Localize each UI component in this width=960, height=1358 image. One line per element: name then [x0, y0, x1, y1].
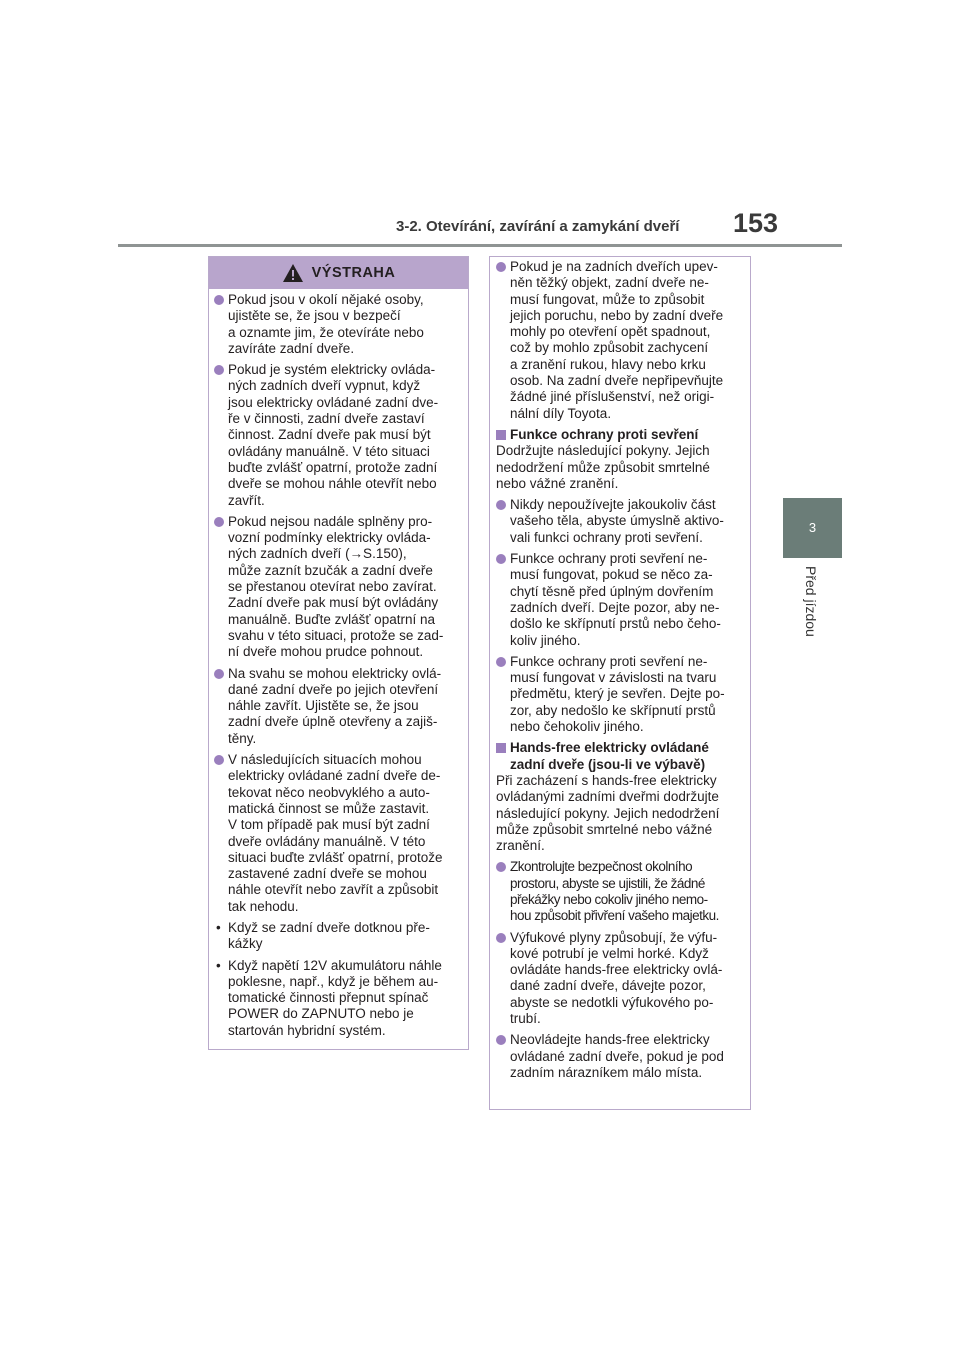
list-item	[214, 362, 464, 509]
list-item-text: Funkce ochrany proti sevření ne- musí fungovat, pokud se něco za- chytí těsně před úplným dovřením zadních dveří. Dejte pozor, aby ne- došlo ke skřípnutí prstů nebo čeho- koliv jiného.	[510, 551, 721, 648]
header-rule	[118, 244, 842, 247]
list-item-text: Pokud jsou v okolí nějaké osoby, ujistěte se, že jsou v bezpečí a oznamte jim, že otevíráte nebo zavíráte zadní dveře.	[228, 292, 424, 356]
list-item-text: Neovládejte hands-free elektricky ovládané zadní dveře, pokud je pod zadním nárazníkem málo místa.	[510, 1032, 724, 1080]
section-pinch-protection	[496, 427, 746, 492]
bullet-icon	[496, 657, 506, 667]
list-item	[496, 551, 746, 649]
warning-box	[208, 256, 469, 1050]
chapter-tab: 3	[783, 498, 842, 558]
header-section-title: 3-2. Otevírání, zavírání a zamykání dveří	[396, 218, 680, 235]
bullet-icon	[496, 862, 506, 872]
list-item	[214, 514, 464, 661]
list-item-text: V následujících situacích mohou elektricky ovládané zadní dveře de- tekovat něco neobvyklého a auto- matická činnost se může zastavit. V tom případě pak musí být zadní dveře ovládány manuálně. V této situaci buďte zvlášť opatrní, protože zastavené zadní dveře se mohou náhle otevřít nebo zavřít a způsobit tak nehodu.	[228, 752, 443, 914]
chapter-title: Před jízdou	[803, 566, 819, 637]
square-bullet-icon	[496, 743, 506, 753]
warning-box-continued	[489, 256, 751, 1110]
list-item-text: Nikdy nepoužívejte jakoukoliv část vašeho těla, abyste úmyslně aktivo- vali funkci ochrany proti sevření.	[510, 497, 724, 545]
sub-list-item-text: Když napětí 12V akumulátoru náhle poklesne, např., když je během au- tomatické činnosti přepnut spínač POWER do ZAPNUTO nebo je startován hybridní systém.	[228, 957, 442, 1038]
bullet-icon	[214, 365, 224, 375]
list-item-text: Výfukové plyny způsobují, že výfu- kové potrubí je velmi horké. Když ovládáte hands-free elektricky ovlá- dané zadní dveře, dávejte pozor, abyste se nedotkli výfukového po- trubí.	[510, 929, 723, 1027]
warning-triangle-icon	[282, 263, 304, 283]
bullet-icon	[496, 1035, 506, 1045]
section-text: Při zacházení s hands-free elektricky ovládanými zadními dveřmi dodržujte následující pokyny. Jejich nedodržení může způsobit smrtelné nebo vážné zranění.	[496, 772, 720, 854]
bullet-icon	[214, 517, 224, 527]
list-item	[214, 666, 464, 747]
bullet-icon	[496, 554, 506, 564]
list-item-text: Pokud je na zadních dveřích upev- něn těžký objekt, zadní dveře ne- musí fungovat, může to způsobit jejich poruchu, nebo by zadní dveře mohly po otevření opět spadnout, což by mohlo způsobit zachycení a zranění rukou, hlavy nebo krku osob. Na zadní dveře nepřipevňujte žádné jiné příslušenství, než origi- nální díly Toyota.	[510, 259, 724, 421]
section-heading	[496, 427, 746, 443]
bullet-icon	[496, 933, 506, 943]
warning-header	[209, 257, 468, 289]
section-text: Dodržujte následující pokyny. Jejich nedodržení může způsobit smrtelné nebo vážné zranění.	[496, 443, 710, 491]
list-item	[496, 654, 746, 735]
list-item-text: Zkontrolujte bezpečnost okolního prostoru, abyste se ujistili, že žádné překážky nebo cokoliv jiného nemo- hou způsobit přivření vašeho majetku.	[510, 859, 719, 924]
sub-list-item	[214, 958, 464, 1039]
list-item-text: Pokud nejsou nadále splněny pro- vozní podmínky elektricky ovláda- ných zadních dveří (→S.150), může zaznít bzučák a zadní dveře se přestanou otevírat nebo zavírat. Zadní dveře pak musí být ovládány manuálně. Buďte zvlášť opatrní na svahu v této situaci, protože se zad- ní dveře mohou prudce pohnout.	[228, 513, 444, 660]
warning-title: VÝSTRAHA	[311, 264, 396, 281]
list-item	[496, 1032, 746, 1081]
sub-list-item-text: Když se zadní dveře dotknou pře- kážky	[228, 919, 430, 952]
page-number: 153	[733, 208, 779, 238]
sub-bullet: •	[216, 957, 221, 973]
bullet-icon	[214, 755, 224, 765]
bullet-icon	[214, 295, 224, 305]
bullet-icon	[496, 500, 506, 510]
list-item	[496, 930, 746, 1028]
list-item	[214, 752, 464, 915]
square-bullet-icon	[496, 430, 506, 440]
bullet-icon	[496, 262, 506, 272]
list-item-text: Na svahu se mohou elektricky ovlá- dané zadní dveře po jejich otevření náhle zavřít. Ujistěte se, že jsou zadní dveře úplně otevřeny a zajiš- těny.	[228, 665, 442, 746]
section-hands-free	[496, 740, 746, 854]
list-item	[214, 292, 464, 357]
list-item	[496, 259, 746, 422]
sub-bullet: •	[216, 919, 221, 935]
list-item	[496, 859, 746, 924]
sub-list-item	[214, 920, 464, 953]
section-title: Hands-free elektricky ovládané zadní dveře (jsou-li ve výbavě)	[510, 740, 709, 772]
list-item-text: Funkce ochrany proti sevření ne- musí fungovat v závislosti na tvaru předmětu, který je sevřen. Dejte po- zor, aby nedošlo ke skřípnutí prstů nebo čehokoliv jiného.	[510, 653, 725, 735]
warning-body-continued	[490, 257, 750, 1081]
list-item	[496, 497, 746, 546]
section-heading	[496, 740, 746, 773]
list-item-text: Pokud je systém elektricky ovláda- ných zadních dveří vypnut, když jsou elektricky ovládané zadní dve- ře v činnosti, zadní dveře zastaví činnost. Zadní dveře pak musí být ovládány manuálně. V této situaci buďte zvlášť opatrní, protože zadní dveře se mohou náhle otevřít nebo zavřít.	[228, 362, 439, 508]
section-title: Funkce ochrany proti sevření	[510, 426, 699, 442]
warning-body	[209, 289, 468, 1039]
bullet-icon	[214, 669, 224, 679]
